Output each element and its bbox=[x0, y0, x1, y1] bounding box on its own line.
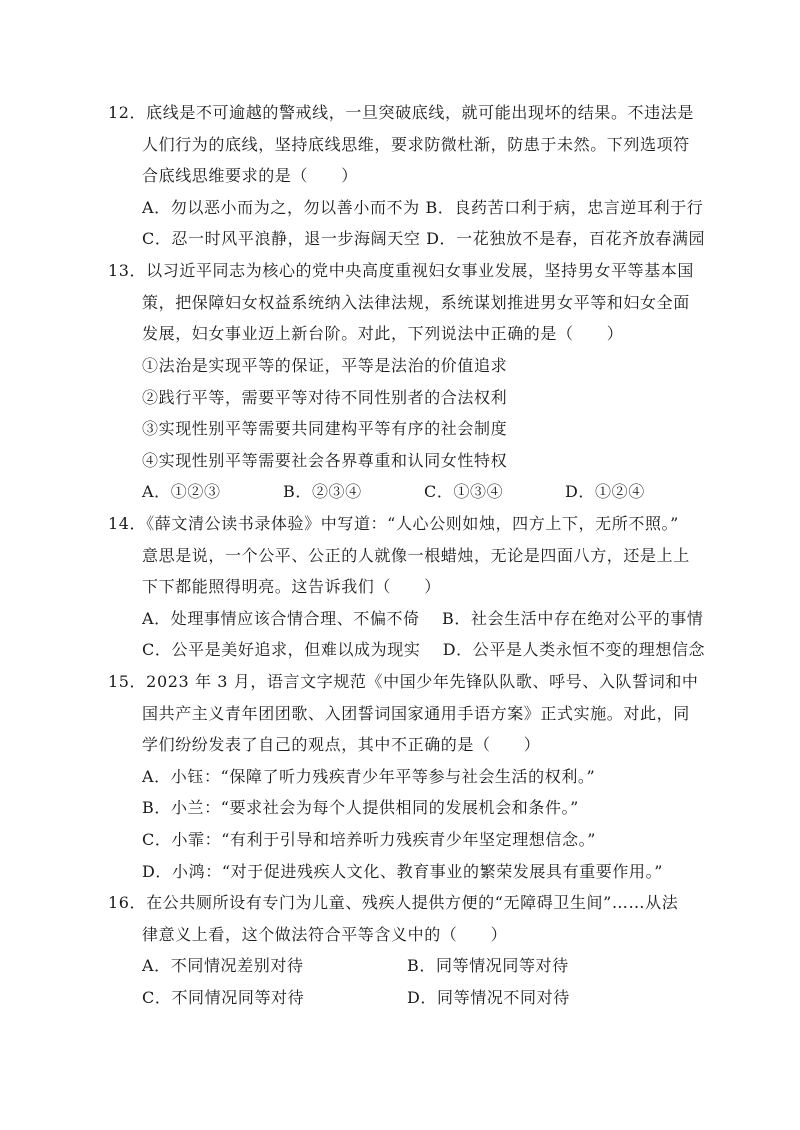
q13-stem-line-1: 13．以习近平同志为核心的党中央高度重视妇女事业发展，坚持男女平等基本国 bbox=[108, 261, 694, 280]
q13-option-b: B．②③④ bbox=[283, 482, 362, 501]
q13-option-a: A．①②③ bbox=[142, 482, 221, 501]
q12-stem-line-3: 合底线思维要求的是（ ） bbox=[142, 166, 358, 185]
q13-statement-2: ②践行平等，需要平等对待不同性别者的合法权利 bbox=[142, 388, 508, 407]
q12-options-line-2: C．忍一时风平浪静，退一步海阔天空 D．一花独放不是春，百花齐放春满园 bbox=[142, 229, 706, 248]
q13-stem-line-2: 策，把保障妇女权益系统纳入法律法规，系统谋划推进男女平等和妇女全面 bbox=[142, 293, 690, 312]
q15-option-c: C．小霏：“有利于引导和培养听力残疾青少年坚定理想信念。” bbox=[142, 830, 597, 849]
q12-options-line-1: A．勿以恶小而为之，勿以善小而不为 B．良药苦口利于病，忠言逆耳利于行 bbox=[142, 198, 704, 217]
q12-stem-line-1: 12．底线是不可逾越的警戒线，一旦突破底线，就可能出现坏的结果。不违法是 bbox=[108, 103, 694, 122]
q13-statement-3: ③实现性别平等需要共同建构平等有序的社会制度 bbox=[142, 419, 508, 438]
q14-stem-line-1: 14．《薛文清公读书录体验》中写道：“人心公则如烛，四方上下，无所不照。” bbox=[108, 514, 679, 533]
q14-stem-line-3: 下下都能照得明亮。这告诉我们（ ） bbox=[142, 577, 441, 596]
q15-stem-line-3: 学们纷纷发表了自己的观点，其中不正确的是（ ） bbox=[142, 735, 541, 754]
q13-statement-1: ①法治是实现平等的保证，平等是法治的价值追求 bbox=[142, 356, 508, 375]
q15-stem-line-2: 国共产主义青年团团歌、入团誓词国家通用手语方案》正式实施。对此，同 bbox=[142, 704, 690, 723]
q14-stem-line-2: 意思是说，一个公平、公正的人就像一根蜡烛，无论是四面八方，还是上上 bbox=[142, 546, 690, 565]
q15-option-a: A．小钰：“保障了听力残疾青少年平等参与社会生活的权利。” bbox=[142, 767, 596, 786]
q16-stem-line-2: 律意义上看，这个做法符合平等含义中的（ ） bbox=[142, 925, 508, 944]
q16-option-d: D．同等情况不同对待 bbox=[407, 988, 570, 1007]
q15-stem-line-1: 15．2023 年 3 月，语言文字规范《中国少年先锋队队歌、呼号、入队誓词和中 bbox=[108, 672, 699, 691]
q16-option-c: C．不同情况同等对待 bbox=[142, 988, 305, 1007]
q13-option-d: D．①②④ bbox=[565, 482, 645, 501]
q15-option-d: D．小鸿：“对于促进残疾人文化、教育事业的繁荣发展具有重要作用。” bbox=[142, 862, 663, 881]
q15-option-b: B．小兰：“要求社会为每个人提供相同的发展机会和条件。” bbox=[142, 798, 579, 817]
q16-option-a: A．不同情况差别对待 bbox=[142, 956, 304, 975]
q14-options-line-2: C．公平是美好追求，但难以成为现实 D．公平是人类永恒不变的理想信念 bbox=[142, 640, 706, 659]
q16-stem-line-1: 16．在公共厕所设有专门为儿童、残疾人提供方便的“无障碍卫生间”……从法 bbox=[108, 893, 679, 912]
q16-option-b: B．同等情况同等对待 bbox=[407, 956, 569, 975]
q14-options-line-1: A．处理事情应该合情合理、不偏不倚 B．社会生活中存在绝对公平的事情 bbox=[142, 609, 704, 628]
q13-statement-4: ④实现性别平等需要社会各界尊重和认同女性特权 bbox=[142, 451, 508, 470]
q13-stem-line-3: 发展，妇女事业迈上新台阶。对此，下列说法中正确的是（ ） bbox=[142, 324, 624, 343]
q13-option-c: C．①③④ bbox=[424, 482, 504, 501]
q12-stem-line-2: 人们行为的底线，坚持底线思维，要求防微杜渐，防患于未然。下列选项符 bbox=[142, 135, 690, 154]
